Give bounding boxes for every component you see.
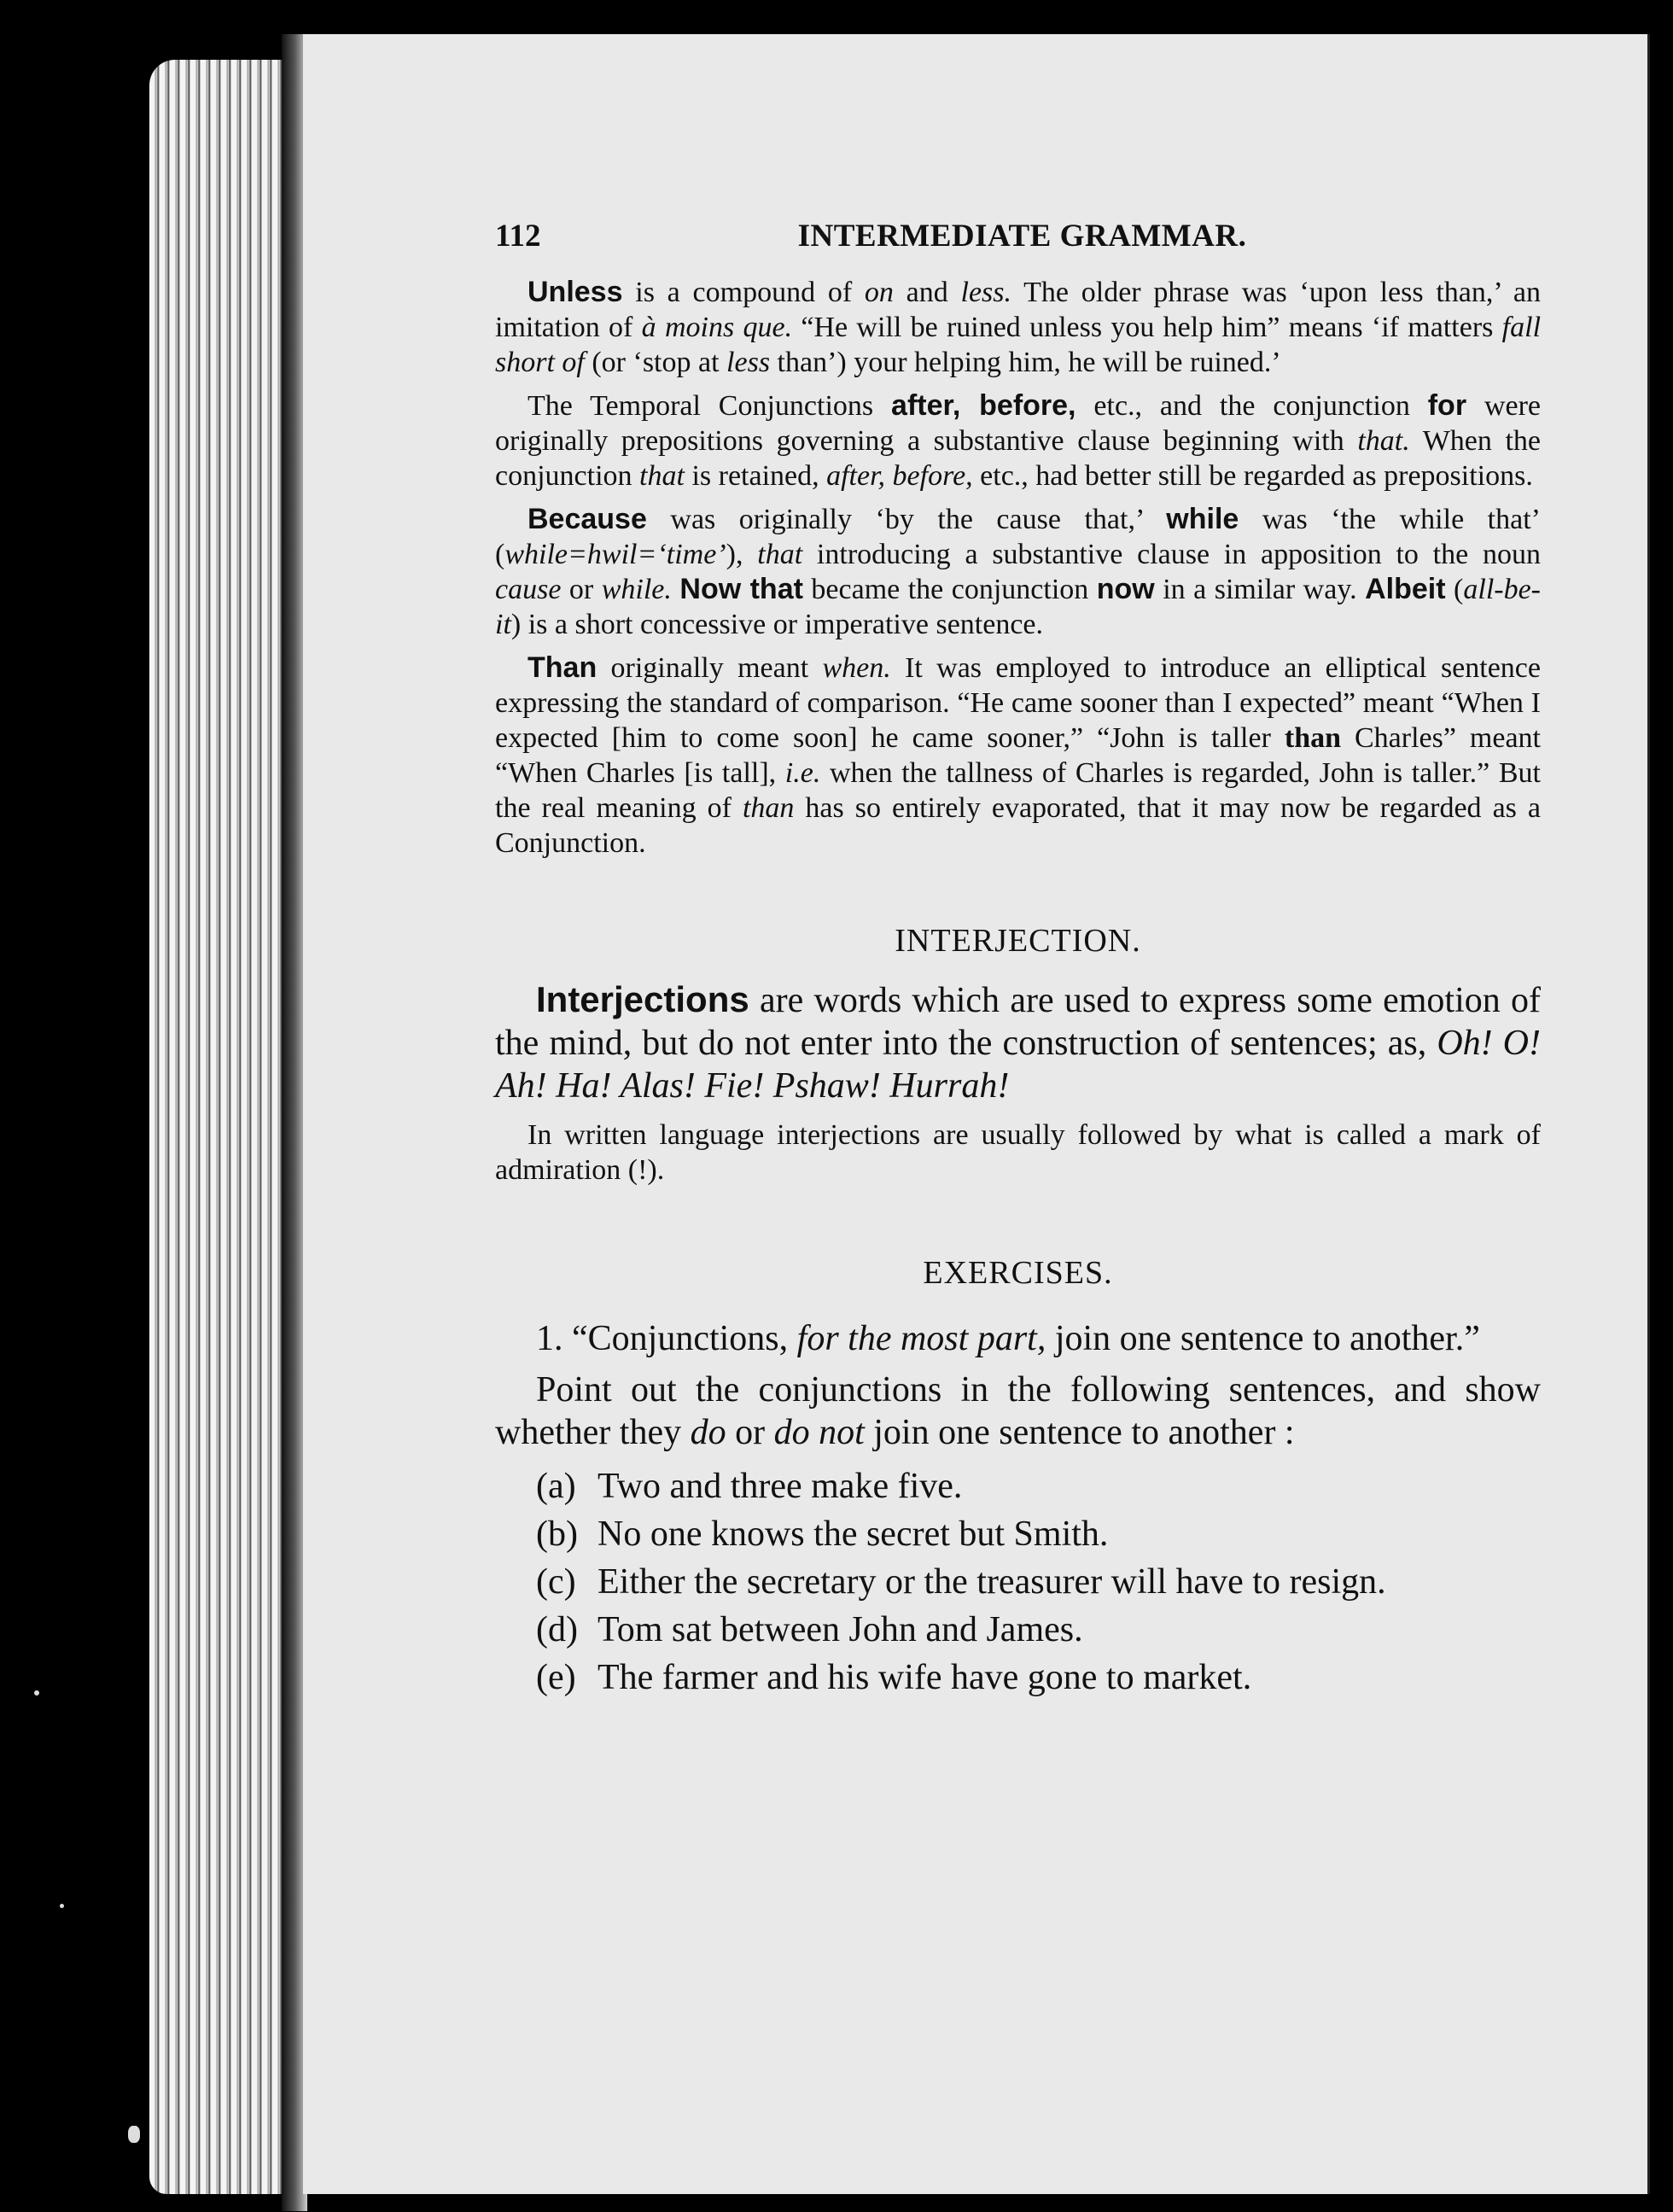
scan-speck bbox=[60, 1904, 64, 1908]
section-heading-exercises: EXERCISES. bbox=[923, 1255, 1113, 1291]
list-item bbox=[495, 1510, 1541, 1558]
exercise-items bbox=[495, 1462, 1541, 1701]
scan-speck bbox=[34, 1690, 39, 1695]
scan-speck bbox=[128, 2126, 140, 2143]
exercises-body bbox=[495, 1317, 1541, 1701]
list-item bbox=[495, 1462, 1541, 1510]
item-text: Tom sat between John and James. bbox=[598, 1610, 1083, 1649]
item-text: Either the secretary or the treasurer will have to resign. bbox=[598, 1562, 1386, 1602]
page-number: 112 bbox=[495, 219, 541, 254]
paragraph-unless: Unless is a compound of on and less. The older phrase was ‘upon less than,’ an imitation of à moins que. “He will be ruined unless you help him” means ‘if matters fall short of (or ‘stop at less than’) your helping him, he will be ruined.’ bbox=[495, 276, 1542, 378]
exercise-instruction: Point out the conjunctions in the following sentences, and show whether they do or do not join one sentence to another : bbox=[495, 1370, 1541, 1452]
list-item bbox=[495, 1654, 1541, 1701]
book-page bbox=[303, 34, 1650, 2194]
paragraph-interjection-def: Interjections are words which are used to express some emotion of the mind, but do not enter into the construction of sentences; as, Oh! O! Ah! Ha! Alas! Fie! Pshaw! Hurrah! bbox=[495, 979, 1541, 1106]
item-label: (d) bbox=[536, 1610, 578, 1649]
paragraph-because: Because was originally ‘by the cause that,’ while was ‘the while that’ (while=hwil=‘time’), that introducing a substantive clause in apposition to the noun cause or while. Now that became the conjunction now in a similar way. Albeit (all-be-it) is a short concessive or imperative sentence. bbox=[495, 503, 1542, 640]
running-head bbox=[495, 218, 1541, 254]
item-label: (e) bbox=[536, 1658, 576, 1697]
item-label: (a) bbox=[536, 1467, 576, 1506]
item-text: The farmer and his wife have gone to market. bbox=[598, 1658, 1252, 1697]
exercise-question-1: 1. “Conjunctions, for the most part, join one sentence to another.” bbox=[536, 1319, 1480, 1358]
running-title: INTERMEDIATE GRAMMAR. bbox=[797, 219, 1247, 254]
paragraph-temporal: The Temporal Conjunctions after, before, etc., and the conjunction for were originally prepositions governing a substantive clause beginning with that. When the conjunction that is retained, after, before, etc., had better still be regarded as prepositions. bbox=[495, 389, 1542, 492]
list-item bbox=[495, 1558, 1541, 1606]
item-label: (b) bbox=[536, 1515, 578, 1554]
item-label: (c) bbox=[536, 1562, 576, 1602]
page-content bbox=[495, 218, 1541, 1701]
paragraph-than: Than originally meant when. It was employed to introduce an elliptical sentence expressing the standard of comparison. “He came sooner than I expected” meant “When I expected [him to come soon] he came sooner,” “John is taller than Charles” meant “When Charles [is tall], i.e. when the tallness of Charles is regarded, John is taller.” But the real meaning of than has so entirely evaporated, that it may now be regarded as a Conjunction. bbox=[495, 651, 1541, 859]
section-heading-interjection: INTERJECTION. bbox=[895, 923, 1141, 959]
list-item bbox=[495, 1606, 1541, 1654]
interjection-definition bbox=[495, 978, 1541, 1107]
interjection-note bbox=[495, 1118, 1541, 1188]
paragraph-interjection-note: In written language interjections are usually followed by what is called a mark of admiration (!). bbox=[495, 1119, 1541, 1186]
item-text: Two and three make five. bbox=[598, 1467, 963, 1506]
item-text: No one knows the secret but Smith. bbox=[598, 1515, 1109, 1554]
conjunction-notes bbox=[495, 275, 1541, 861]
